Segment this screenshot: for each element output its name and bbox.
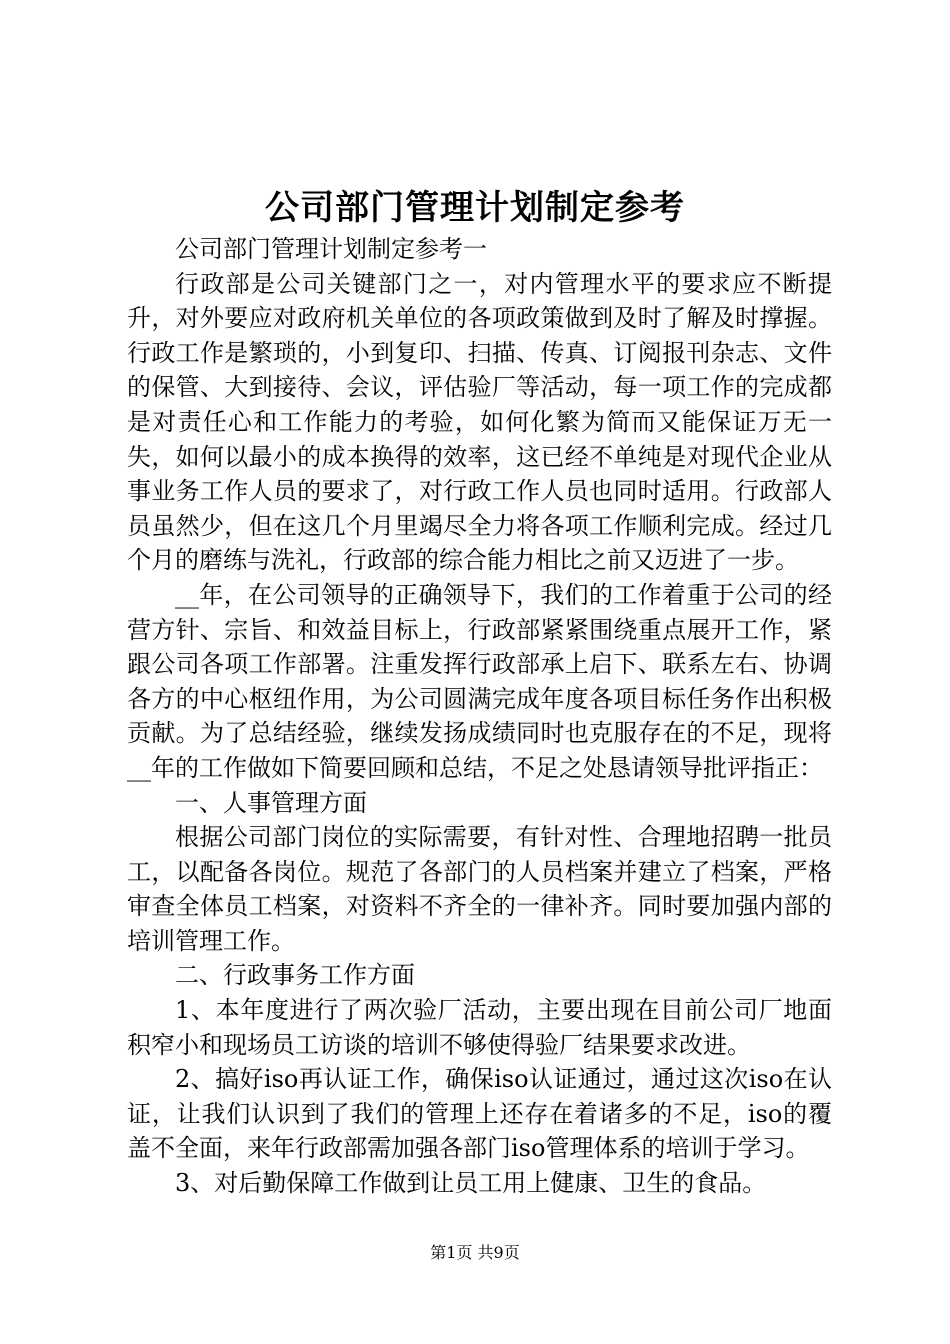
paragraph-item-1: 1、本年度进行了两次验厂活动，主要出现在目前公司厂地面积窄小和现场员工访谈的培训不够使得验厂结果要求改进。 (127, 996, 832, 1059)
page-footer: 第1页 共9页 (430, 1243, 520, 1262)
document-title: 公司部门管理计划制定参考 (265, 188, 685, 228)
section-heading-personnel: 一、人事管理方面 (175, 788, 367, 817)
section-heading-admin: 二、行政事务工作方面 (175, 961, 415, 990)
paragraph-year-summary: __年，在公司领导的正确领导下，我们的工作着重于公司的经营方针、宗旨、和效益目标上，行政部紧紧围绕重点展开工作，紧跟公司各项工作部署。注重发挥行政部承上启下、联系左右、协调各方的中心枢纽作用，为公司圆满完成年度各项目标任务作出积极贡献。为了总结经验，继续发扬成绩同时也克服存在的不足，现将__年的工作做如下简要回顾和总结，不足之处恳请领导批评指正： (127, 580, 832, 782)
paragraph-intro: 行政部是公司关键部门之一，对内管理水平的要求应不断提升，对外要应对政府机关单位的各项政策做到及时了解及时撑握。行政工作是繁琐的，小到复印、扫描、传真、订阅报刊杂志、文件的保管、大到接待、会议，评估验厂等活动，每一项工作的完成都是对责任心和工作能力的考验，如何化繁为简而又能保证万无一失，如何以最小的成本换得的效率，这已经不单纯是对现代企业从事业务工作人员的要求了，对行政工作人员也同时适用。行政部人员虽然少，但在这几个月里竭尽全力将各项工作顺利完成。经过几个月的磨练与洗礼，行政部的综合能力相比之前又迈进了一步。 (127, 269, 832, 575)
paragraph-item-2: 2、搞好iso再认证工作，确保iso认证通过，通过这次iso在认证，让我们认识到了我们的管理上还存在着诸多的不足，iso的覆盖不全面，来年行政部需加强各部门iso管理体系的培训于学习。 (127, 1065, 832, 1163)
paragraph-item-3: 3、对后勤保障工作做到让员工用上健康、卫生的食品。 (175, 1169, 767, 1198)
document-body (127, 232, 832, 1201)
paragraph-heading-one: 公司部门管理计划制定参考一 (175, 235, 487, 263)
paragraph-personnel: 根据公司部门岗位的实际需要，有针对性、合理地招聘一批员工，以配备各岗位。规范了各部门的人员档案并建立了档案，严格审查全体员工档案，对资料不齐全的一律补齐。同时要加强内部的培训管理工作。 (127, 823, 832, 955)
